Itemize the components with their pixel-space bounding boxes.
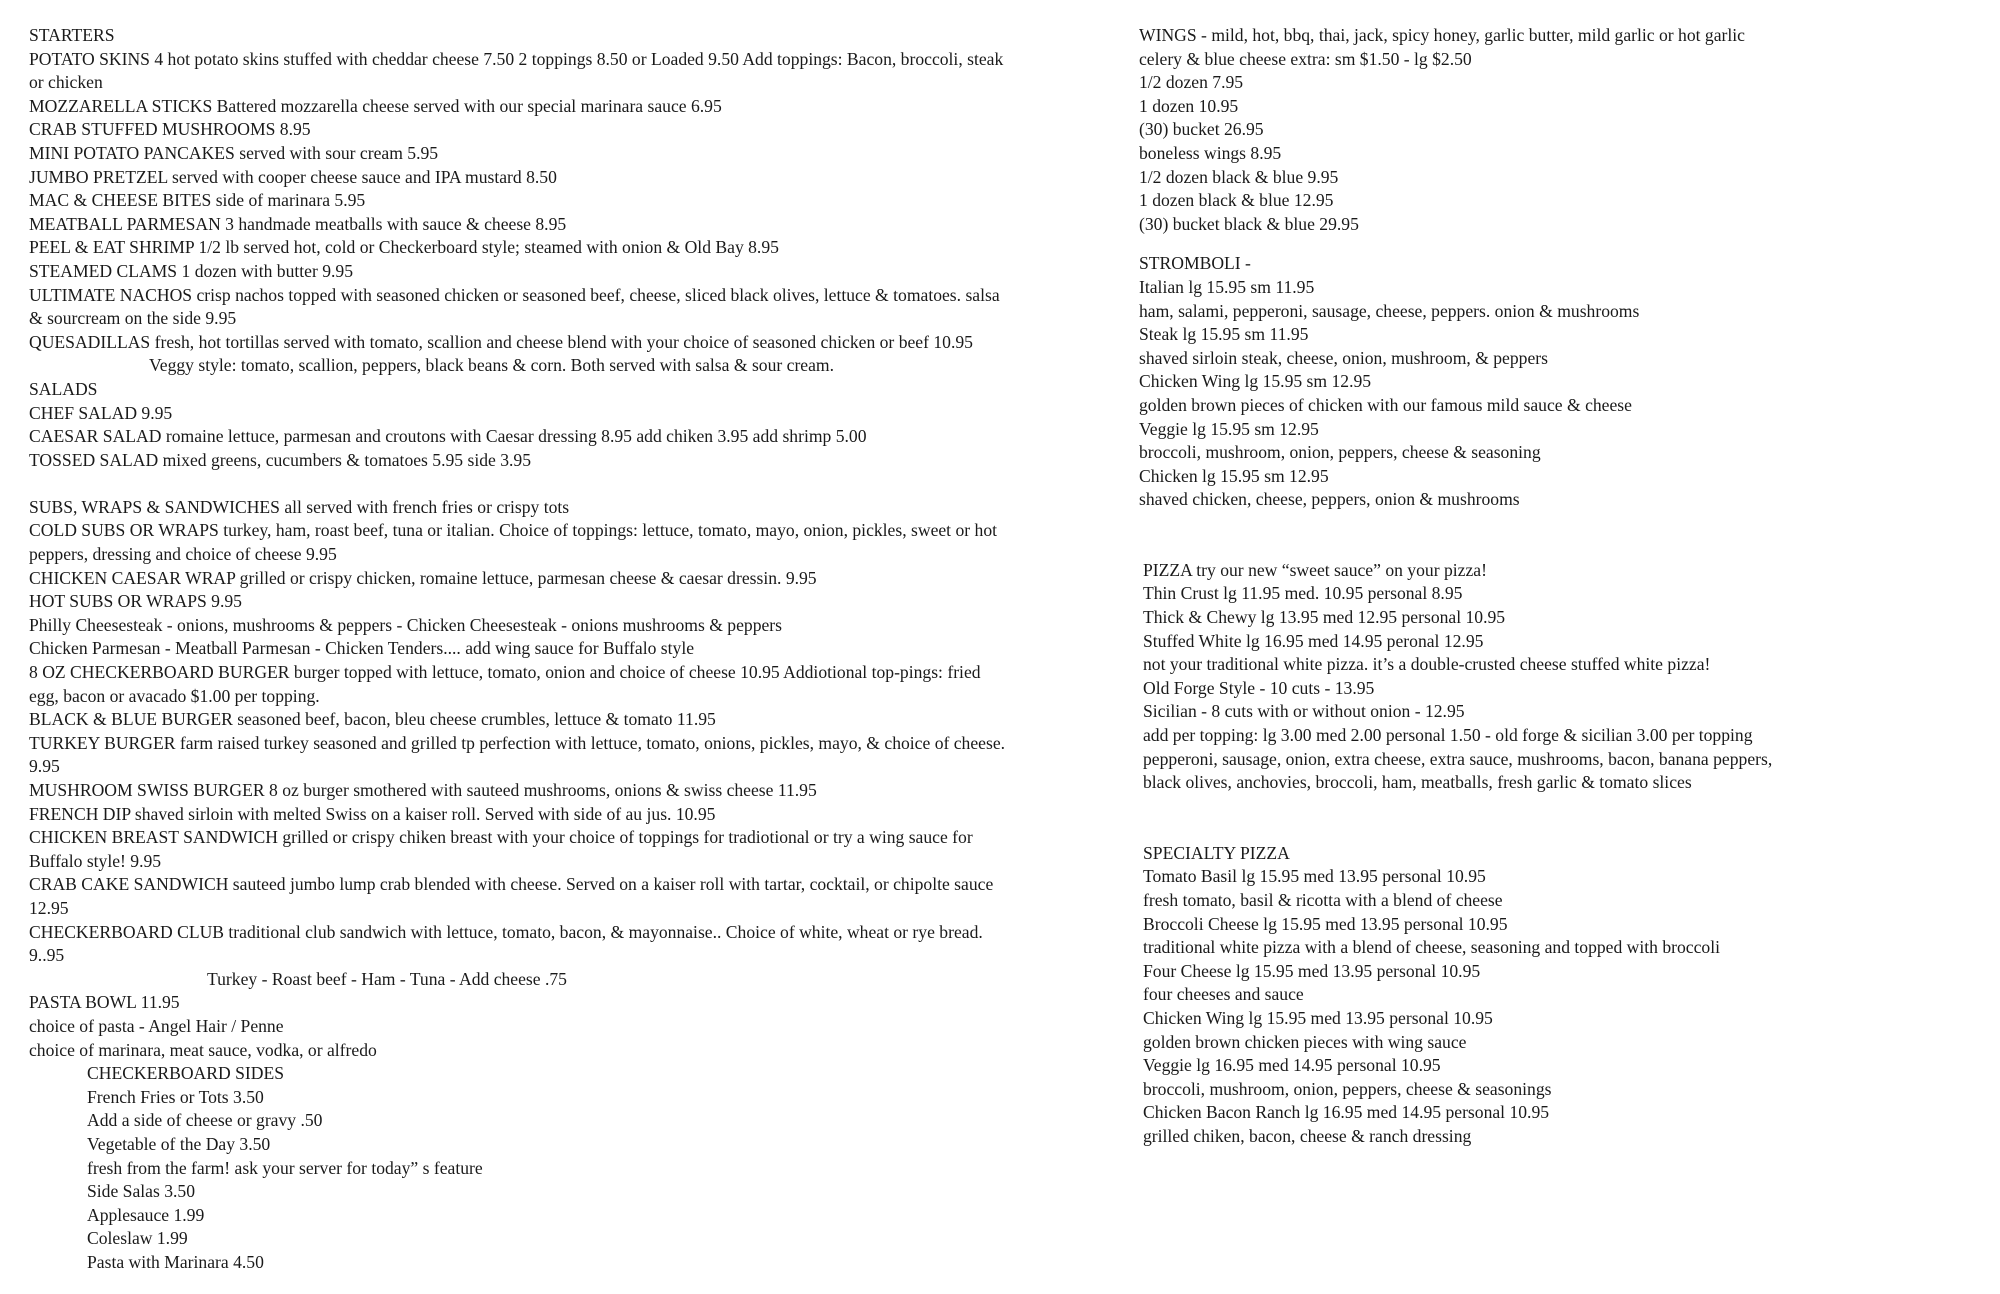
menu-line: HOT SUBS OR WRAPS 9.95 (29, 591, 242, 612)
pizza-section (1139, 559, 1979, 795)
menu-line: MOZZARELLA STICKS Battered mozzarella cheese served with our special marinara sauce 6.95 (29, 95, 722, 116)
starters-section (29, 24, 1014, 354)
menu-line: choice of pasta - Angel Hair / Penne (29, 1015, 284, 1036)
section-heading: SALADS (29, 378, 98, 399)
section-heading: PIZZA try our new “sweet sauce” on your pizza! (1143, 559, 1487, 580)
menu-line: BLACK & BLUE BURGER seasoned beef, bacon, bleu cheese crumbles, lettuce & tomato 11.95 (29, 709, 716, 730)
menu-line: grilled chiken, bacon, cheese & ranch dressing (1143, 1125, 1472, 1146)
pasta-section (29, 991, 1014, 1062)
section-heading: CHECKERBOARD SIDES (87, 1063, 284, 1084)
stromboli-section (1139, 252, 1979, 512)
menu-line: TOSSED SALAD mixed greens, cucumbers & tomatoes 5.95 side 3.95 (29, 449, 532, 470)
menu-line: four cheeses and sauce (1143, 984, 1304, 1005)
menu-line: STEAMED CLAMS 1 dozen with butter 9.95 (29, 260, 353, 281)
menu-line: Veggie lg 15.95 sm 12.95 (1139, 418, 1319, 439)
menu-line: broccoli, mushroom, onion, peppers, cheese & seasonings (1143, 1078, 1552, 1099)
menu-line: ULTIMATE NACHOS crisp nachos topped with seasoned chicken or seasoned beef, cheese, sliced black olives, lettuce & tomatoes. salsa & sourcream on the side 9.95 (29, 284, 1000, 329)
menu-line: Chicken Bacon Ranch lg 16.95 med 14.95 personal 10.95 (1143, 1102, 1550, 1123)
menu-line: Steak lg 15.95 sm 11.95 (1139, 324, 1309, 345)
menu-line: Sicilian - 8 cuts with or without onion - 12.95 (1143, 701, 1465, 722)
menu-line: Applesauce 1.99 (87, 1204, 205, 1225)
menu-line: pepperoni, sausage, onion, extra cheese, extra sauce, mushrooms, bacon, banana peppers, (1143, 748, 1773, 769)
menu-line: broccoli, mushroom, onion, peppers, cheese & seasoning (1139, 442, 1541, 463)
menu-line: 1 dozen 10.95 (1139, 95, 1239, 116)
menu-line: Chicken Wing lg 15.95 sm 12.95 (1139, 371, 1372, 392)
menu-line: MAC & CHEESE BITES side of marinara 5.95 (29, 190, 366, 211)
wings-section (1139, 24, 1979, 236)
club-options-note: Turkey - Roast beef - Ham - Tuna - Add cheese .75 (207, 968, 567, 989)
sides-section (29, 1062, 1014, 1274)
menu-line: CRAB STUFFED MUSHROOMS 8.95 (29, 119, 311, 140)
menu-line: CHICKEN BREAST SANDWICH grilled or crispy chiken breast with your choice of toppings for tradiotional or try a wing sauce for Buffalo style! 9.95 (29, 827, 973, 871)
menu-line: Tomato Basil lg 15.95 med 13.95 personal 10.95 (1143, 866, 1486, 887)
menu-line: Side Salas 3.50 (87, 1181, 196, 1202)
menu-line: Stuffed White lg 16.95 med 14.95 peronal 12.95 (1143, 630, 1484, 651)
menu-line: Chicken Wing lg 15.95 med 13.95 personal 10.95 (1143, 1007, 1493, 1028)
subs-wraps-sandwiches-section (29, 496, 1014, 968)
menu-line: MUSHROOM SWISS BURGER 8 oz burger smothered with sauteed mushrooms, onions & swiss cheese 11.95 (29, 780, 817, 800)
menu-line: 1/2 dozen 7.95 (1139, 72, 1244, 93)
salads-section (29, 378, 1014, 472)
menu-line: Veggie lg 16.95 med 14.95 personal 10.95 (1143, 1055, 1441, 1076)
menu-line: Pasta with Marinara 4.50 (87, 1251, 264, 1272)
menu-line: golden brown pieces of chicken with our famous mild sauce & cheese (1139, 394, 1632, 415)
menu-line: shaved sirloin steak, cheese, onion, mushroom, & peppers (1139, 347, 1548, 368)
section-heading: PASTA BOWL 11.95 (29, 992, 180, 1013)
section-heading: SUBS, WRAPS & SANDWICHES all served with french fries or crispy tots (29, 496, 570, 517)
menu-line: TURKEY BURGER farm raised turkey seasoned and grilled tp perfection with lettuce, tomato, onions, pickles, mayo, & choice of cheese. 9.95 (29, 732, 1006, 777)
menu-right-column (1139, 24, 1979, 1149)
menu-line: Thin Crust lg 11.95 med. 10.95 personal 8.95 (1143, 583, 1463, 604)
menu-line: 1/2 dozen black & blue 9.95 (1139, 166, 1339, 187)
menu-line: Thick & Chewy lg 13.95 med 12.95 personal 10.95 (1143, 607, 1506, 628)
menu-line: CHICKEN CAESAR WRAP grilled or crispy chicken, romaine lettuce, parmesan cheese & caesar dressin. 9.95 (29, 567, 817, 588)
section-heading: STARTERS (29, 25, 115, 45)
menu-line: Chicken lg 15.95 sm 12.95 (1139, 465, 1329, 486)
menu-line: Vegetable of the Day 3.50 (87, 1133, 271, 1154)
menu-line: Italian lg 15.95 sm 11.95 (1139, 276, 1315, 297)
menu-line: Add a side of cheese or gravy .50 (87, 1110, 323, 1131)
veggy-style-note: Veggy style: tomato, scallion, peppers, black beans & corn. Both served with salsa & sour cream. (149, 355, 835, 376)
menu-line: not your traditional white pizza. it’s a double-crusted cheese stuffed white pizza! (1143, 654, 1711, 675)
menu-line: (30) bucket 26.95 (1139, 119, 1264, 140)
menu-line: 8 OZ CHECKERBOARD BURGER burger topped with lettuce, tomato, onion and choice of cheese 10.95 Addiotional top-pings: fried egg, bacon or avacado $1.00 per topping. (29, 662, 981, 706)
menu-line: black olives, anchovies, broccoli, ham, meatballs, fresh garlic & tomato slices (1143, 772, 1692, 793)
menu-line: CAESAR SALAD romaine lettuce, parmesan and croutons with Caesar dressing 8.95 add chiken 3.95 add shrimp 5.00 (29, 426, 867, 447)
section-heading: STROMBOLI - (1139, 253, 1251, 274)
menu-line: boneless wings 8.95 (1139, 142, 1282, 163)
menu-line: MINI POTATO PANCAKES served with sour cream 5.95 (29, 142, 439, 163)
menu-left-column (29, 24, 1014, 1274)
menu-line: golden brown chicken pieces with wing sauce (1143, 1031, 1467, 1052)
menu-line: QUESADILLAS fresh, hot tortillas served with tomato, scallion and cheese blend with your choice of seasoned chicken or beef 10.95 (29, 331, 973, 352)
menu-line: PEEL & EAT SHRIMP 1/2 lb served hot, cold or Checkerboard style; steamed with onion & Old Bay 8.95 (29, 237, 779, 258)
section-heading: SPECIALTY PIZZA (1143, 842, 1290, 863)
menu-line: celery & blue cheese extra: sm $1.50 - lg $2.50 (1139, 48, 1472, 69)
menu-line: Four Cheese lg 15.95 med 13.95 personal 10.95 (1143, 960, 1481, 981)
menu-line: Coleslaw 1.99 (87, 1228, 188, 1249)
menu-line: CHECKERBOARD CLUB traditional club sandwich with lettuce, tomato, bacon, & mayonnaise.. Choice of white, wheat or rye bread. 9..95 (29, 921, 983, 966)
menu-line: Broccoli Cheese lg 15.95 med 13.95 personal 10.95 (1143, 913, 1508, 934)
specialty-pizza-section (1139, 842, 1979, 1149)
menu-line: 1 dozen black & blue 12.95 (1139, 190, 1334, 211)
menu-line: fresh from the farm! ask your server for today” s feature (87, 1157, 483, 1178)
menu-line: choice of marinara, meat sauce, vodka, or alfredo (29, 1039, 377, 1060)
menu-line: add per topping: lg 3.00 med 2.00 personal 1.50 - old forge & sicilian 3.00 per topping (1143, 725, 1753, 746)
section-heading: WINGS - mild, hot, bbq, thai, jack, spicy honey, garlic butter, mild garlic or hot garlic (1139, 25, 1745, 45)
menu-line: COLD SUBS OR WRAPS turkey, ham, roast beef, tuna or italian. Choice of toppings: lettuce, tomato, mayo, onion, pickles, sweet or hot peppers, dressing and choice of cheese 9.95 (29, 520, 998, 565)
menu-line: MEATBALL PARMESAN 3 handmade meatballs with sauce & cheese 8.95 (29, 213, 567, 234)
menu-line: fresh tomato, basil & ricotta with a blend of cheese (1143, 890, 1503, 910)
menu-line: CRAB CAKE SANDWICH sauteed jumbo lump crab blended with cheese. Served on a kaiser roll with tartar, cocktail, or chipolte sauce 12.95 (29, 874, 994, 918)
menu-line: Old Forge Style - 10 cuts - 13.95 (1143, 677, 1375, 698)
menu-line: (30) bucket black & blue 29.95 (1139, 213, 1359, 234)
menu-line: ham, salami, pepperoni, sausage, cheese, peppers. onion & mushrooms (1139, 300, 1640, 321)
menu-line: JUMBO PRETZEL served with cooper cheese sauce and IPA mustard 8.50 (29, 166, 557, 187)
menu-line: POTATO SKINS 4 hot potato skins stuffed with cheddar cheese 7.50 2 toppings 8.50 or Loaded 9.50 Add toppings: Bacon, broccoli, steak or chicken (29, 48, 1004, 93)
menu-line: CHEF SALAD 9.95 (29, 402, 173, 423)
menu-line: traditional white pizza with a blend of cheese, seasoning and topped with broccoli (1143, 937, 1720, 958)
menu-line: FRENCH DIP shaved sirloin with melted Swiss on a kaiser roll. Served with side of au jus. 10.95 (29, 803, 716, 824)
menu-line: shaved chicken, cheese, peppers, onion & mushrooms (1139, 489, 1520, 510)
menu-line: French Fries or Tots 3.50 (87, 1086, 264, 1107)
menu-line: Philly Cheesesteak - onions, mushrooms & peppers - Chicken Cheesesteak - onions mushrooms & peppers (29, 614, 783, 635)
menu-line: Chicken Parmesan - Meatball Parmesan - Chicken Tenders.... add wing sauce for Buffalo style (29, 638, 695, 659)
